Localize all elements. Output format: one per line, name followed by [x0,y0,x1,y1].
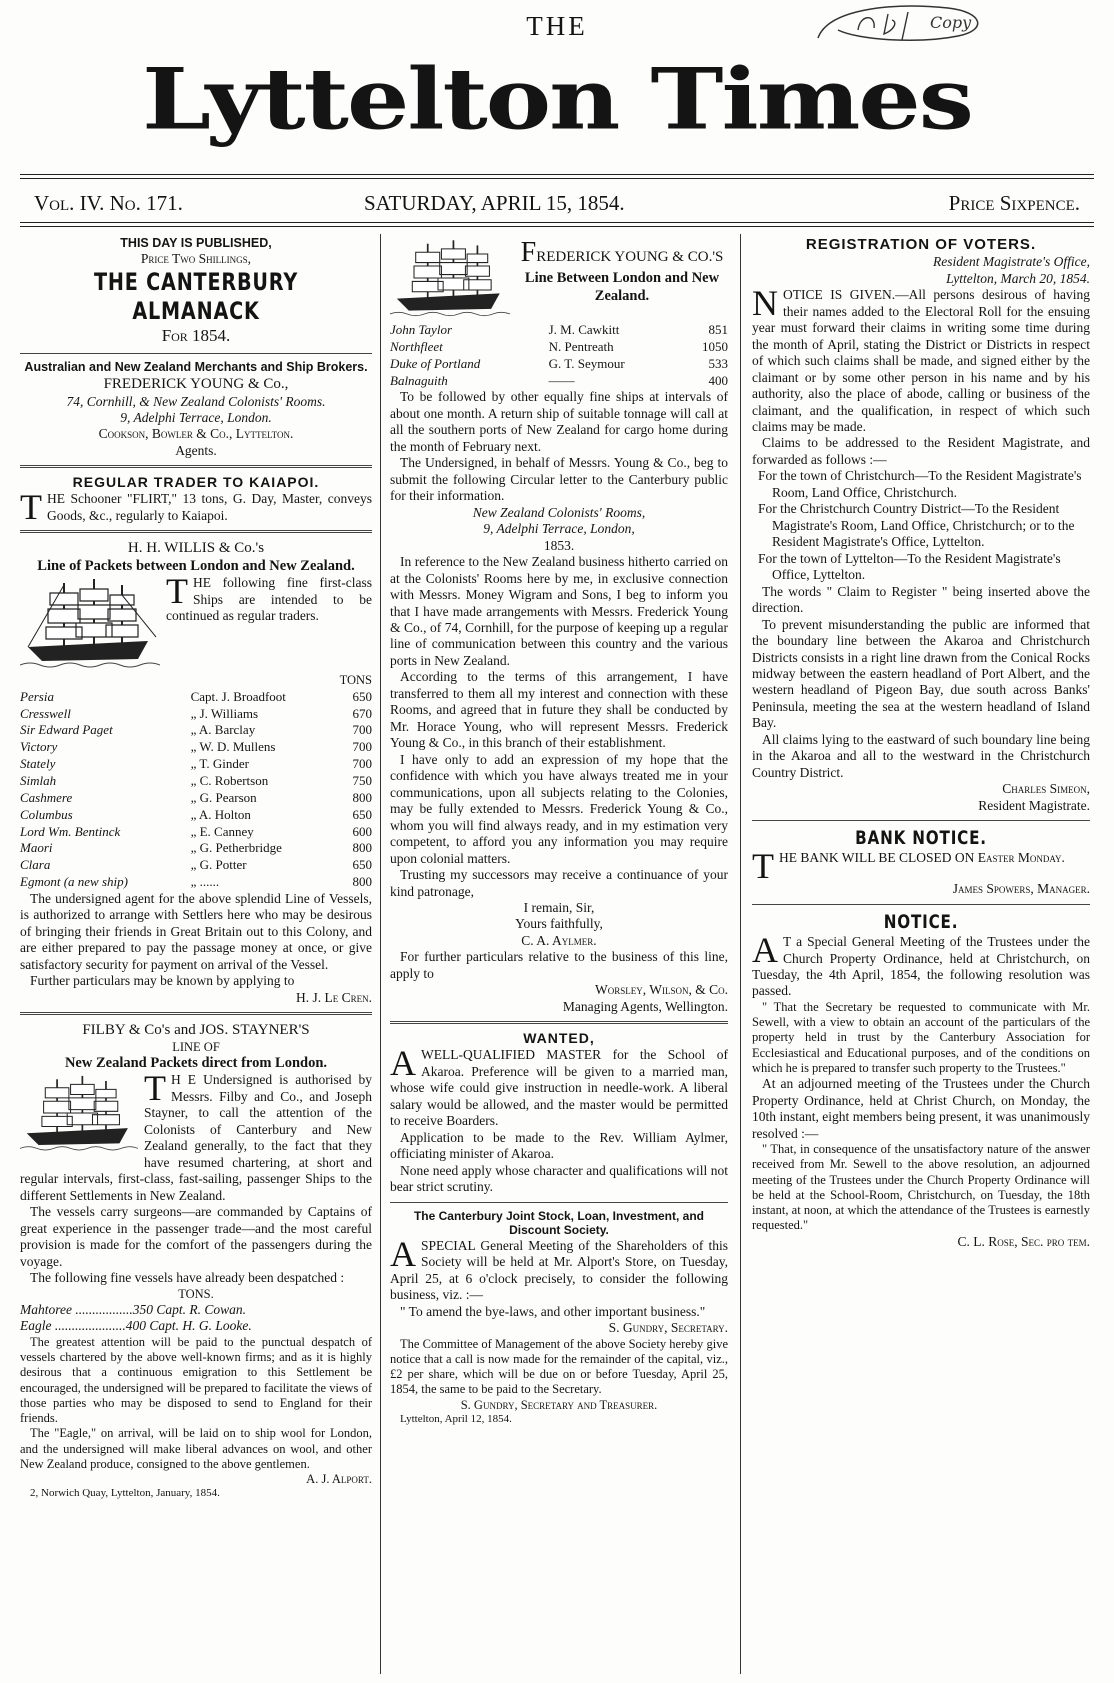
ship-name: Northfleet [390,338,443,354]
ship-tons: 600 [352,823,372,839]
ship-tons: 400 [708,372,728,388]
ship-illustration-icon [20,575,160,671]
wanted-ad [390,1030,728,1195]
ship-tons: 700 [352,722,372,738]
filby-p1: H E Undersigned is authorised by Messrs. Filby and Co., and Joseph Stayner, to call the attention of the Colonists of Canterbury and New Zealand generally, to the fact that they have resumed chartering, at short and regular intervals, first-class, fast-sailing, passenger Ships to the different Settlements in New Zealand. [20,1072,372,1203]
willis-intro: HE following fine first-class Ships are intended to be continued as regular traders. [166,575,372,624]
almanack-line-7: 74, Cornhill, & New Zealand Colonists' Rooms. [66,393,326,409]
ship-name: Balnaguith [390,372,448,388]
filby-address: 2, Norwich Quay, Lyttelton, January, 1854. [30,1487,220,1500]
willis-heading-1: H. H. WILLIS & Co.'s [127,540,265,557]
ship-tons: 670 [352,705,372,721]
church-notice [752,911,1090,1250]
ship-row [20,824,372,841]
young-heading-2: Line Between London and New Zealand. [524,270,720,304]
masthead-the: THE [526,11,588,41]
young-address-3: 1853. [543,537,575,553]
willis-body: The undersigned agent for the above splendid Line of Vessels, is authorized to arrange with Settlers here who may be desirous of bringing their friends in Great Britain out to this Colony, and are either prepared to pay the passage money at once, or give satisfactory security for payment on arrival of the Vessel. [20,890,372,972]
joint-p2: " To amend the bye-laws, and other important business." [400,1303,706,1319]
ship-row [390,339,728,356]
young-sign-2: Yours faithfully, [515,916,603,932]
young-ad [390,236,728,1015]
ship-tons: 800 [352,789,372,805]
volume-number: Vol. IV. No. 171. [34,191,183,215]
voters-office-1: Resident Magistrate's Office, [933,254,1090,270]
filby-heading-1: FILBY & Co's and JOS. STAYNER'S [82,1022,310,1039]
ship-captain: „ A. Holton [190,806,251,822]
voters-p5: All claims lying to the eastward of such boundary line being in the Akaroa and all to the westward in the Christchurch Country District. [752,731,1090,780]
young-p4: According to the terms of this arrangement, I have transferred to them all my interest and connection with these Rooms, and agreed that in future they shall be conducted by Mr. Horace Young, who will represent Messrs. Frederick Young & Co., in this branch of their establishment. [390,669,728,751]
column-2 [390,236,728,1426]
young-p7: For further particulars relative to the business of this line, apply to [390,949,728,981]
filby-heading-3: New Zealand Packets direct from London. [64,1054,328,1071]
voters-dropcap: N [752,283,778,324]
ship-name: Clara [20,857,51,873]
ship-row [390,322,728,339]
ship-row [390,356,728,373]
voters-item-1: For the town of Christchurch—To the Resident Magistrate's Room, Land Office, Christchurch. [758,468,1082,500]
ship-name: John Taylor [390,322,452,337]
filby-p5: The "Eagle," on arrival, will be laid on to ship wool for London, and the undersigned will make liberal advances on wool, and other New Zealand produce, consigned to the above gentlemen. [20,1426,372,1471]
young-p3: In reference to the New Zealand business hitherto carried on at the Colonists' Rooms here by me, in exclusive connection with Messrs. Money Wigram and Sons, I beg to inform you that I have made arrangements with Messrs. Frederick Young & Co., of 74, Cornhill, for the purpose of keeping up a regular line of communication between this country and the various ports in New Zealand. [390,554,728,668]
ship-captain: J. M. Cawkitt [548,322,620,337]
filby-heading-2: LINE OF [172,1039,220,1054]
ship-row [390,373,728,390]
almanack-line-9: Cookson, Bowler & Co., Lyttelton. [98,426,294,442]
filby-tons-header: TONS. [178,1286,214,1301]
young-p2: The Undersigned, in behalf of Messrs. Young & Co., beg to submit the following Circular letter to the Canterbury public for their information. [390,455,728,504]
ship-tons: 533 [708,355,728,371]
ship-captain: „ G. Pearson [190,789,257,805]
voters-p2: Claims to be addressed to the Resident Magistrate, and forwarded as follows :— [752,435,1090,467]
ship-tons: 851 [708,322,728,337]
voters-p1: OTICE IS GIVEN.—All persons desirous of having their names added to the Electoral Roll for the ensuing year must forward their claims in writing some time during the month of April, stating the District or Districts in respect of which such claims shall be made, and signed either by the claimant or by some other person in his name and by his authority, also the place of abode, calling or business of the claimant, and the qualification, in respect of which such claims may be made. [752,287,1090,434]
young-sign-1: I remain, Sir, [523,899,595,915]
ship-captain: —— [548,372,575,388]
ship-captain: „ J. Williams [190,705,259,721]
column-3 [752,236,1090,1250]
ship-captain: Capt. J. Broadfoot [190,688,286,704]
filby-signature: A. J. Alport. [306,1472,372,1487]
young-p5: I have only to add an expression of my hope that the confidence with which you have always treated me in your communications, upon all subjects relating to the Colonies, may be fully extended to Messrs. Frederick Young & Co., whom you will find always ready, and in my estimation very competent, to afford you any information you may require upon colonial matters. [390,751,728,866]
signature-text: Copy [930,13,972,32]
ship-name: Maori [20,840,53,856]
voters-notice [752,236,1090,814]
filby-p3: The following fine vessels have already been despatched : [30,1270,345,1286]
almanack-line-8: 9, Adelphi Terrace, London. [120,410,272,425]
ship-name: Sir Edward Paget [20,722,113,738]
column-rule-1 [380,234,381,1674]
masthead-rule-top [20,174,1094,175]
filby-vessel-1: Mahtoree .................350 Capt. R. Cowan. [20,1301,246,1317]
kaiapoi-text: HE Schooner "FLIRT," 13 tons, G. Day, Master, conveys Goods, &c., regularly to Kaiapoi. [47,491,372,523]
willis-signature: H. J. Le Cren. [295,989,372,1005]
ship-row [20,790,372,807]
voters-heading: REGISTRATION OF VOTERS. [805,236,1037,253]
dateline [34,191,1080,217]
ship-name: Simlah [20,772,57,788]
ship-tons: 650 [352,806,372,822]
joint-p3: The Committee of Management of the above Society hereby give notice that a call is now made for the remainder of the capital, viz., £2 per share, which will be due on or before Tuesday, April 25, 1854, the same to be paid to the Secretary. [390,1336,728,1397]
column-rule-2 [740,234,741,1674]
joint-stock-ad [390,1209,728,1427]
young-agent-1: Worsley, Wilson, & Co. [595,982,728,998]
voters-p3: The words " Claim to Register " being inserted above the direction. [752,583,1090,616]
ship-row [20,706,372,723]
filby-p4: The greatest attention will be paid to the punctual despatch of vessels chartered by the above well-known firms; and as it is highly desirous that a continuous emigration to this Settlement be encouraged, the undersigned will be prepared to facilitate the views of those parties who may be disposed to send to England for their friends. [20,1334,372,1426]
ship-tons: 800 [352,840,372,856]
notice-p2: At an adjourned meeting of the Trustees under the Church Property Ordinance, held at Christ Church, on Monday, the 10th instant, eight members being present, it was unanimously resolved :— [752,1076,1090,1141]
voters-sign-1: Charles Simeon, [1002,781,1090,797]
ship-captain: „ C. Robertson [190,772,269,788]
joint-p1: SPECIAL General Meeting of the Shareholders of this Society will be held at Mr. Alport's Store, on Tuesday, April 25, at 6 o'clock precisely, to consider the following business, viz. :— [390,1237,728,1303]
ship-captain: N. Pentreath [548,338,614,354]
ship-captain: „ T. Ginder [190,756,249,772]
ship-captain: G. T. Seymour [548,355,625,371]
ship-row [20,807,372,824]
bank-notice [752,827,1090,898]
voters-p4: To prevent misunderstanding the public are informed that the boundary line between the Akaroa and Christchurch Districts consists in a right line drawn from the Conical Rocks midway between the eastern headland of Port Albert, and the western headland of Pigeon Bay, due south across Banks' Peninsula, meeting the sea at the western headland of Island Bay. [752,616,1090,731]
ship-tons: 800 [352,874,372,890]
young-p6: Trusting my successors may receive a continuance of your kind patronage, [390,867,728,899]
joint-date: Lyttelton, April 12, 1854. [400,1412,512,1425]
masthead-rule-bottom [20,222,1094,223]
notice-heading: NOTICE. [883,910,959,933]
ship-row [20,689,372,706]
masthead-rule-bottom-2 [20,226,1094,227]
ship-tons: 650 [352,688,372,704]
wanted-p2: Application to be made to the Rev. William Aylmer, officiating minister of Akaroa. [390,1129,728,1162]
young-agent-2: Managing Agents, Wellington. [562,998,728,1014]
almanack-line-2: Price Two Shillings, [140,251,252,267]
wanted-dropcap: A [390,1043,416,1084]
willis-ad [20,539,372,1006]
ship-row [20,773,372,790]
young-sign-3: C. A. Aylmer. [521,932,597,948]
willis-ship-table [20,689,372,891]
wanted-heading: WANTED, [523,1030,595,1047]
kaiapoi-ad [20,474,372,528]
willis-further: Further particulars may be known by applying to [30,973,295,989]
ship-name: Stately [20,756,56,772]
ship-name: Duke of Portland [390,355,481,371]
ship-tons: 700 [352,756,372,772]
joint-sign-1: S. Gundry, Secretary. [608,1320,728,1336]
almanack-year: For 1854. [161,326,231,346]
ship-name: Columbus [20,806,73,822]
notice-q2: " That, in consequence of the unsatisfactory nature of the answer received from Mr. Sewell to the above resolution, an adjourned meeting of the Trustees under the Church Property Ordinance will be held at the School-Room, Christchurch, on Tuesday, the 18th instant, at noon, at which the attendance of the Trustees is earnestly requested." [752,1142,1090,1233]
wanted-p1: WELL-QUALIFIED MASTER for the School of Akaroa. Preference will be given to a married man, whose wife could give instruction in needle-work. A liberal salary would be allowed, and the master would be permitted to receive Boarders. [390,1047,728,1129]
signature-mark [798,0,998,56]
ship-name: Persia [20,688,54,704]
ship-name: Cashmere [20,789,73,805]
ship-tons: 650 [352,857,372,873]
almanack-line-10: Agents. [175,442,217,458]
notice-dropcap: A [752,930,778,971]
ship-tons: 1050 [702,338,728,354]
ship-captain: „ E. Canney [190,823,254,839]
almanack-ad [20,236,372,459]
young-address-2: 9, Adelphi Terrace, London, [483,521,635,537]
notice-q1: " That the Secretary be requested to communicate with Mr. Sewell, with a view to obtain an account of the particulars of the property held in trust by the Canterbury Association for Ecclesiastical and Educational purposes, and of the conditions on which he is prepared to transfer such property to the Trustees." [752,999,1090,1075]
filby-dropcap: T [144,1068,166,1109]
column-1 [20,236,372,1501]
ship-illustration-icon-2 [20,1072,138,1154]
ship-name: Lord Wm. Bentinck [20,823,121,839]
ship-tons: 700 [352,739,372,755]
almanack-title: THE CANTERBURY ALMANACK [93,267,299,325]
wanted-p3: None need apply whose character and qualifications will not bear strict scrutiny. [390,1162,728,1195]
bank-signature: James Spowers, Manager. [952,881,1090,897]
willis-heading-2: Line of Packets between London and New Zealand. [37,557,355,574]
ship-row [20,857,372,874]
ship-name: Cresswell [20,705,71,721]
young-dropcap: F [520,237,537,268]
notice-signature: C. L. Rose, Sec. pro tem. [957,1233,1090,1249]
ship-captain: „ G. Petherbridge [190,840,282,856]
filby-ad [20,1021,372,1500]
ship-name: Egmont (a new ship) [20,874,128,890]
young-address-1: New Zealand Colonists' Rooms, [472,504,646,520]
voters-sign-2: Resident Magistrate. [978,797,1090,813]
voters-item-2: For the Christchurch Country District—To the Resident Magistrate's Room, Land Office, Christchurch; or to the Resident Magistrate's Office, Lyttelton. [758,501,1075,550]
masthead-rule-top-2 [20,178,1094,179]
voters-office-2: Lyttelton, March 20, 1854. [946,270,1090,286]
young-p1: To be followed by other equally fine ships at intervals of about one month. A return ship of suitable tonnage will call at all the southern ports of New Zealand for cargo home during the month of February next. [390,389,728,454]
masthead-title: Lyttelton Times [142,50,972,150]
kaiapoi-heading: REGULAR TRADER TO KAIAPOI. [72,474,320,491]
kaiapoi-dropcap: T [20,487,42,528]
ship-row [20,874,372,891]
voters-item-3: For the town of Lyttelton—To the Resident Magistrate's Office, Lyttelton. [758,550,1061,583]
joint-dropcap: A [390,1233,416,1274]
ship-row [20,722,372,739]
ship-captain: „ ...... [190,874,220,890]
ship-row [20,756,372,773]
filby-p2: The vessels carry surgeons—are commanded by Captains of great experience in the passenger trade—and the most careful provision is made for the comfort of the passengers during the voyage. [20,1204,372,1269]
filby-vessel-2: Eagle .....................400 Capt. H. G. Looke. [20,1318,252,1334]
willis-dropcap: T [166,571,188,612]
joint-heading: The Canterbury Joint Stock, Loan, Investment, and Discount Society. [413,1208,705,1238]
almanack-line-6: FREDERICK YOUNG & Co., [103,376,289,393]
bank-dropcap: T [752,846,774,887]
issue-price: Price Sixpence. [948,191,1080,215]
ship-tons: 750 [352,772,372,788]
ship-captain: „ G. Potter [190,857,247,873]
ship-row [20,840,372,857]
young-heading-1: REDERICK YOUNG & CO.'S [536,249,724,265]
ship-captain: „ A. Barclay [190,722,256,738]
ship-captain: „ W. D. Mullens [190,739,276,755]
notice-p1: T a Special General Meeting of the Trustees under the Church Property Ordinance, held at Christchurch, on Tuesday, the 4th April, 1854, the following resolution was passed. [752,934,1090,999]
bank-p1: HE BANK WILL BE CLOSED ON Easter Monday. [779,850,1065,866]
young-ship-table [390,322,728,389]
ship-illustration-icon-3 [390,236,510,320]
almanack-line-5: Australian and New Zealand Merchants and Ship Brokers. [24,359,368,374]
issue-date: SATURDAY, APRIL 15, 1854. [364,191,625,215]
almanack-line-1: THIS DAY IS PUBLISHED, [120,236,272,250]
willis-tons-header: TONS [339,673,372,688]
ship-name: Victory [20,739,58,755]
ship-row [20,739,372,756]
joint-sign-2: S. Gundry, Secretary and Treasurer. [460,1397,658,1412]
bank-heading: BANK NOTICE. [855,827,987,850]
